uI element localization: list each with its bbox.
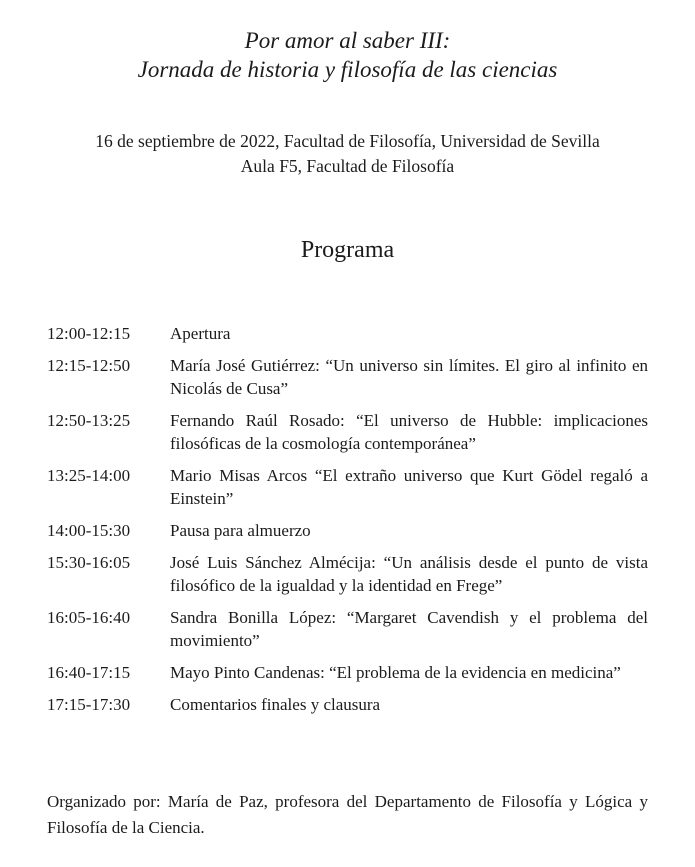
schedule-description: Fernando Raúl Rosado: “El universo de Hubble: implicaciones filosóficas de la cosmología contemporánea”: [170, 411, 648, 453]
schedule-time: 12:50-13:25: [47, 411, 131, 430]
schedule-time: 14:00-15:30: [47, 521, 131, 540]
venue-line-1: 16 de septiembre de 2022, Facultad de Filosofía, Universidad de Sevilla: [95, 131, 600, 151]
schedule-description: Mayo Pinto Candenas: “El problema de la evidencia en medicina”: [170, 663, 621, 682]
title-line-2: Jornada de historia y filosofía de las ciencias: [137, 57, 558, 82]
schedule-time: 16:05-16:40: [47, 608, 131, 627]
schedule-time: 15:30-16:05: [47, 553, 131, 572]
schedule-description: Comentarios finales y clausura: [170, 695, 381, 714]
schedule-row: [47, 322, 648, 345]
schedule-time: 13:25-14:00: [47, 466, 131, 485]
document-title: [47, 26, 648, 84]
schedule-description: María José Gutiérrez: “Un universo sin límites. El giro al infinito en Nicolás de Cusa”: [170, 356, 648, 398]
schedule-description: Pausa para almuerzo: [170, 521, 311, 540]
venue-line-2: Aula F5, Facultad de Filosofía: [240, 156, 455, 176]
schedule-description: Sandra Bonilla López: “Margaret Cavendish y el problema del movimiento”: [170, 608, 648, 650]
event-venue: [47, 129, 648, 179]
schedule-row: [47, 519, 648, 542]
schedule-row: [47, 551, 648, 597]
schedule-row: [47, 354, 648, 400]
schedule-description: José Luis Sánchez Almécija: “Un análisis desde el punto de vista filosófico de la igualdad y la identidad en Frege”: [170, 553, 648, 595]
schedule-description: Mario Misas Arcos “El extraño universo que Kurt Gödel regaló a Einstein”: [170, 466, 648, 508]
schedule-time: 12:00-12:15: [47, 324, 131, 343]
organizer-note: Organizado por: María de Paz, profesora del Departamento de Filosofía y Lógica y Filosofía de la Ciencia.: [47, 792, 648, 837]
schedule-time: 17:15-17:30: [47, 695, 131, 714]
schedule-time: 16:40-17:15: [47, 663, 131, 682]
program-heading: Programa: [300, 237, 395, 263]
schedule-row: [47, 464, 648, 510]
schedule-row: [47, 409, 648, 455]
schedule-row: [47, 661, 648, 684]
schedule-row: [47, 693, 648, 716]
program-schedule: [47, 322, 648, 716]
schedule-row: [47, 606, 648, 652]
schedule-time: 12:15-12:50: [47, 356, 131, 375]
title-line-1: Por amor al saber III:: [244, 28, 451, 53]
schedule-description: Apertura: [170, 324, 231, 343]
